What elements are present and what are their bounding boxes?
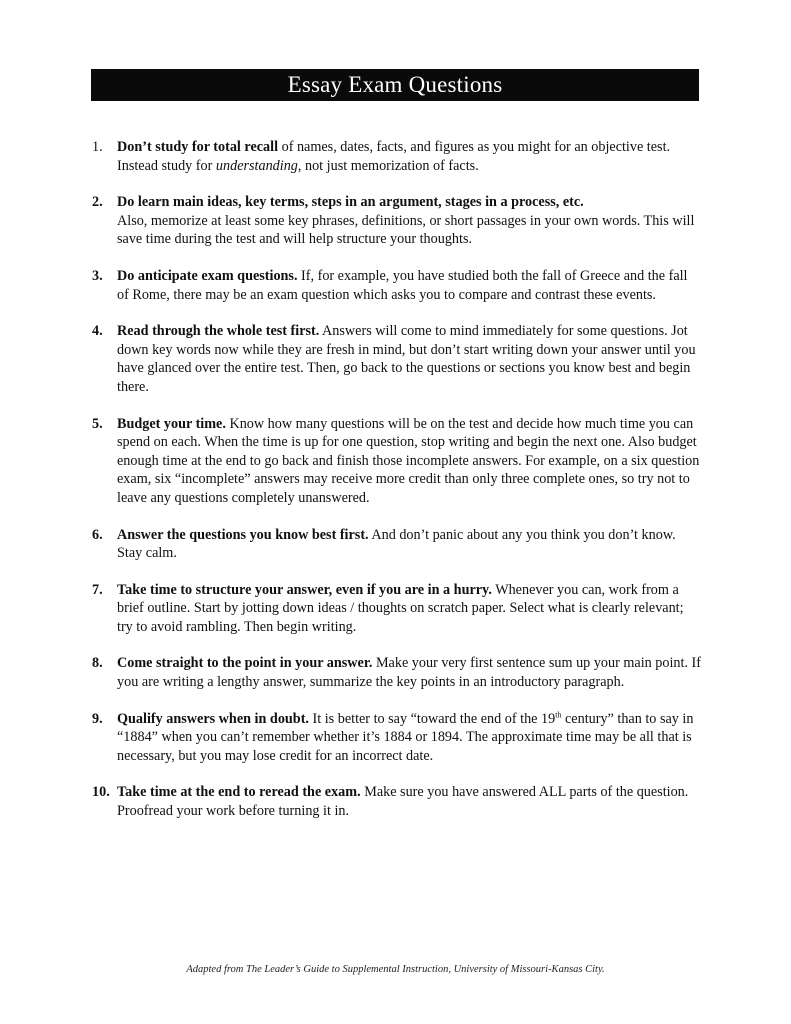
item-text: Whenever you can, work from a brief outline. Start by jotting down ideas / thoughts on scratch paper. Select what is clearly relevant; try to avoid rambling. Then begin writing.	[117, 581, 684, 635]
item-number: 5.	[92, 415, 103, 432]
item-text: If, for example, you have studied both the fall of Greece and the fall of Rome, there may be an exam question which asks you to compare and contrast these events.	[117, 267, 688, 303]
item-lead: Do anticipate exam questions.	[117, 267, 298, 284]
item-text: It is better to say “toward the end of the 19	[308, 710, 556, 727]
item-body	[117, 323, 696, 395]
list-item	[92, 415, 702, 508]
item-number: 10.	[92, 784, 110, 801]
item-lead: Take time to structure your answer, even if you are in a hurry.	[117, 581, 492, 598]
source-footer: Adapted from The Leader’s Guide to Supplemental Instruction, University of Missouri-Kansas City.	[186, 964, 605, 975]
item-text: Make sure you have answered ALL parts of the question. Proofread your work before turning it in.	[117, 784, 689, 820]
tips-list	[92, 138, 702, 839]
item-body	[117, 655, 701, 690]
item-text: Also, memorize at least some key phrases, definitions, or short passages in your own words. This will save time during the test and will help structure your thoughts.	[117, 212, 695, 248]
item-lead: Do learn main ideas, key terms, steps in an argument, stages in a process, etc.	[117, 194, 584, 211]
item-number: 4.	[92, 323, 103, 340]
item-text: century” than to say in “1884” when you can’t remember whether it’s 1884 or 1894. The approximate time may be all that is necessary, but you may lose credit for an incorrect date.	[117, 710, 694, 764]
item-lead: Answer the questions you know best first.	[117, 526, 369, 543]
list-item	[92, 654, 702, 691]
title-banner	[91, 69, 699, 101]
list-item	[92, 581, 702, 637]
item-text: Know how many questions will be on the test and decide how much time you can spend on each. When the time is up for one question, stop writing and begin the next one. Also budget enough time at the end to go back and finish those incomplete answers. For example, on a six question exam, six “incomplete” answers may receive more credit than only three complete ones, so try not to leave any questions completely unanswered.	[117, 415, 700, 506]
item-superscript: th	[555, 709, 562, 719]
item-text: Answers will come to mind immediately for some questions. Jot down key words now while they are fresh in mind, but don’t start writing down your answer until you have glanced over the entire test. Then, go back to the questions or sections you know best and begin there.	[117, 323, 696, 395]
list-item	[92, 322, 702, 396]
list-item	[92, 710, 702, 766]
list-item	[92, 526, 702, 563]
item-lead: Read through the whole test first.	[117, 323, 320, 340]
list-item	[92, 267, 702, 304]
item-body	[117, 268, 688, 303]
item-body	[117, 784, 688, 819]
item-body	[117, 527, 676, 562]
item-number: 6.	[92, 526, 103, 543]
list-item	[92, 138, 702, 175]
item-number: 2.	[92, 194, 103, 211]
list-item	[92, 193, 702, 249]
item-number: 7.	[92, 581, 103, 598]
item-body	[117, 194, 694, 247]
item-lead: Come straight to the point in your answer.	[117, 655, 373, 672]
item-text: of names, dates, facts, and figures as you might for an objective test. Instead study for	[117, 139, 671, 174]
item-text: Make your very first sentence sum up your main point. If you are writing a lengthy answer, summarize the key points in an introductory paragraph.	[117, 655, 701, 691]
item-body	[117, 711, 693, 764]
item-emphasis: understanding	[215, 157, 298, 174]
item-body	[117, 139, 670, 174]
item-lead: Take time at the end to reread the exam.	[117, 784, 361, 801]
item-lead: Budget your time.	[117, 415, 226, 432]
item-number: 1.	[92, 139, 103, 155]
item-number: 8.	[92, 655, 103, 672]
item-number: 3.	[92, 267, 103, 284]
list-item	[92, 783, 702, 820]
page-title: Essay Exam Questions	[287, 72, 503, 97]
item-body	[117, 416, 699, 506]
item-body	[117, 582, 684, 635]
item-lead: Don’t study for total recall	[117, 139, 279, 155]
item-text: , not just memorization of facts.	[297, 157, 479, 174]
item-number: 9.	[92, 710, 103, 727]
item-text: And don’t panic about any you think you don’t know. Stay calm.	[117, 526, 676, 562]
item-lead: Qualify answers when in doubt.	[117, 710, 309, 727]
